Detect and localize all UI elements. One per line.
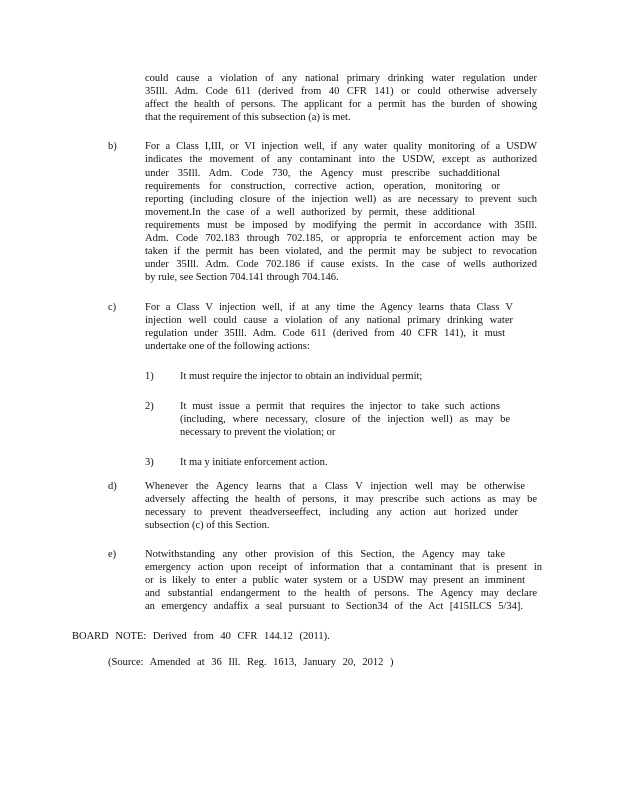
text-line: 35Ill. Adm. Code 611 (derived from 40 CFR 141) or could otherwise adversely: [145, 86, 537, 97]
text-line: by rule, see Section 704.141 through 704.146.: [145, 272, 339, 283]
text-line: requirements for construction, corrective action, operation, monitoring or: [145, 181, 500, 192]
subsection-label-c: c): [108, 302, 117, 313]
text-line: under 35Ill. Adm. Code 730, the Agency must prescribe suchadditional: [145, 168, 500, 179]
text-line: requirements must be imposed by modifying the permit in accordance with 35Ill.: [145, 220, 537, 231]
subsection-label-b: b): [108, 141, 117, 152]
text-line: emergency action upon receipt of information that a contaminant that is present in: [145, 562, 542, 573]
text-line: Notwithstanding any other provision of this Section, the Agency may take: [145, 549, 505, 560]
text-line: or is likely to enter a public water system or a USDW may present an imminent: [145, 575, 525, 586]
text-line: It must require the injector to obtain an individual permit;: [180, 371, 423, 382]
text-line: adversely affecting the health of persons, it may prescribe such actions as may be: [145, 494, 537, 505]
text-line: For a Class V injection well, if at any time the Agency learns thata Class V: [145, 302, 513, 313]
text-line: It ma y initiate enforcement action.: [180, 457, 328, 468]
text-line: affect the health of persons. The applicant for a permit has the burden of showing: [145, 99, 537, 110]
text-line: subsection (c) of this Section.: [145, 520, 270, 531]
item-label-3: 3): [145, 457, 154, 468]
source-note: (Source: Amended at 36 Ill. Reg. 1613, January 20, 2012 ): [108, 657, 394, 668]
text-line: necessary to prevent theadverseeffect, including any action aut horized under: [145, 507, 518, 518]
text-line: (including, where necessary, closure of the injection well) as may be: [180, 414, 510, 425]
board-note: BOARD NOTE: Derived from 40 CFR 144.12 (2011).: [72, 631, 330, 642]
text-line: Adm. Code 702.183 through 702.185, or appropria te enforcement action may be: [145, 233, 537, 244]
text-line: Whenever the Agency learns that a Class V injection well may be otherwise: [145, 481, 525, 492]
text-line: under 35Ill. Adm. Code 702.186 if cause exists. In the case of wells authorized: [145, 259, 537, 270]
text-line: an emergency andaffix a seal pursuant to Section34 of the Act [415ILCS 5/34].: [145, 601, 523, 612]
text-line: indicates the movement of any contaminant into the USDW, except as authorized: [145, 154, 537, 165]
item-label-1: 1): [145, 371, 154, 382]
text-line: and substantial endangerment to the health of persons. The Agency may declare: [145, 588, 537, 599]
text-line: regulation under 35Ill. Adm. Code 611 (derived from 40 CFR 141), it must: [145, 328, 505, 339]
text-line: necessary to prevent the violation; or: [180, 427, 336, 438]
text-line: movement.In the case of a well authorized by permit, these additional: [145, 207, 475, 218]
text-line: It must issue a permit that requires the injector to take such actions: [180, 401, 500, 412]
subsection-label-d: d): [108, 481, 117, 492]
text-line: could cause a violation of any national primary drinking water regulation under: [145, 73, 537, 84]
item-label-2: 2): [145, 401, 154, 412]
text-line: injection well could cause a violation of any national primary drinking water: [145, 315, 513, 326]
text-line: reporting (including closure of the injection well) as are necessary to prevent such: [145, 194, 537, 205]
text-line: For a Class I,III, or VI injection well, if any water quality monitoring of a USDW: [145, 141, 537, 152]
text-line: undertake one of the following actions:: [145, 341, 310, 352]
text-line: that the requirement of this subsection (a) is met.: [145, 112, 351, 123]
text-line: taken if the permit has been violated, and the permit may be subject to revocation: [145, 246, 537, 257]
subsection-label-e: e): [108, 549, 117, 560]
